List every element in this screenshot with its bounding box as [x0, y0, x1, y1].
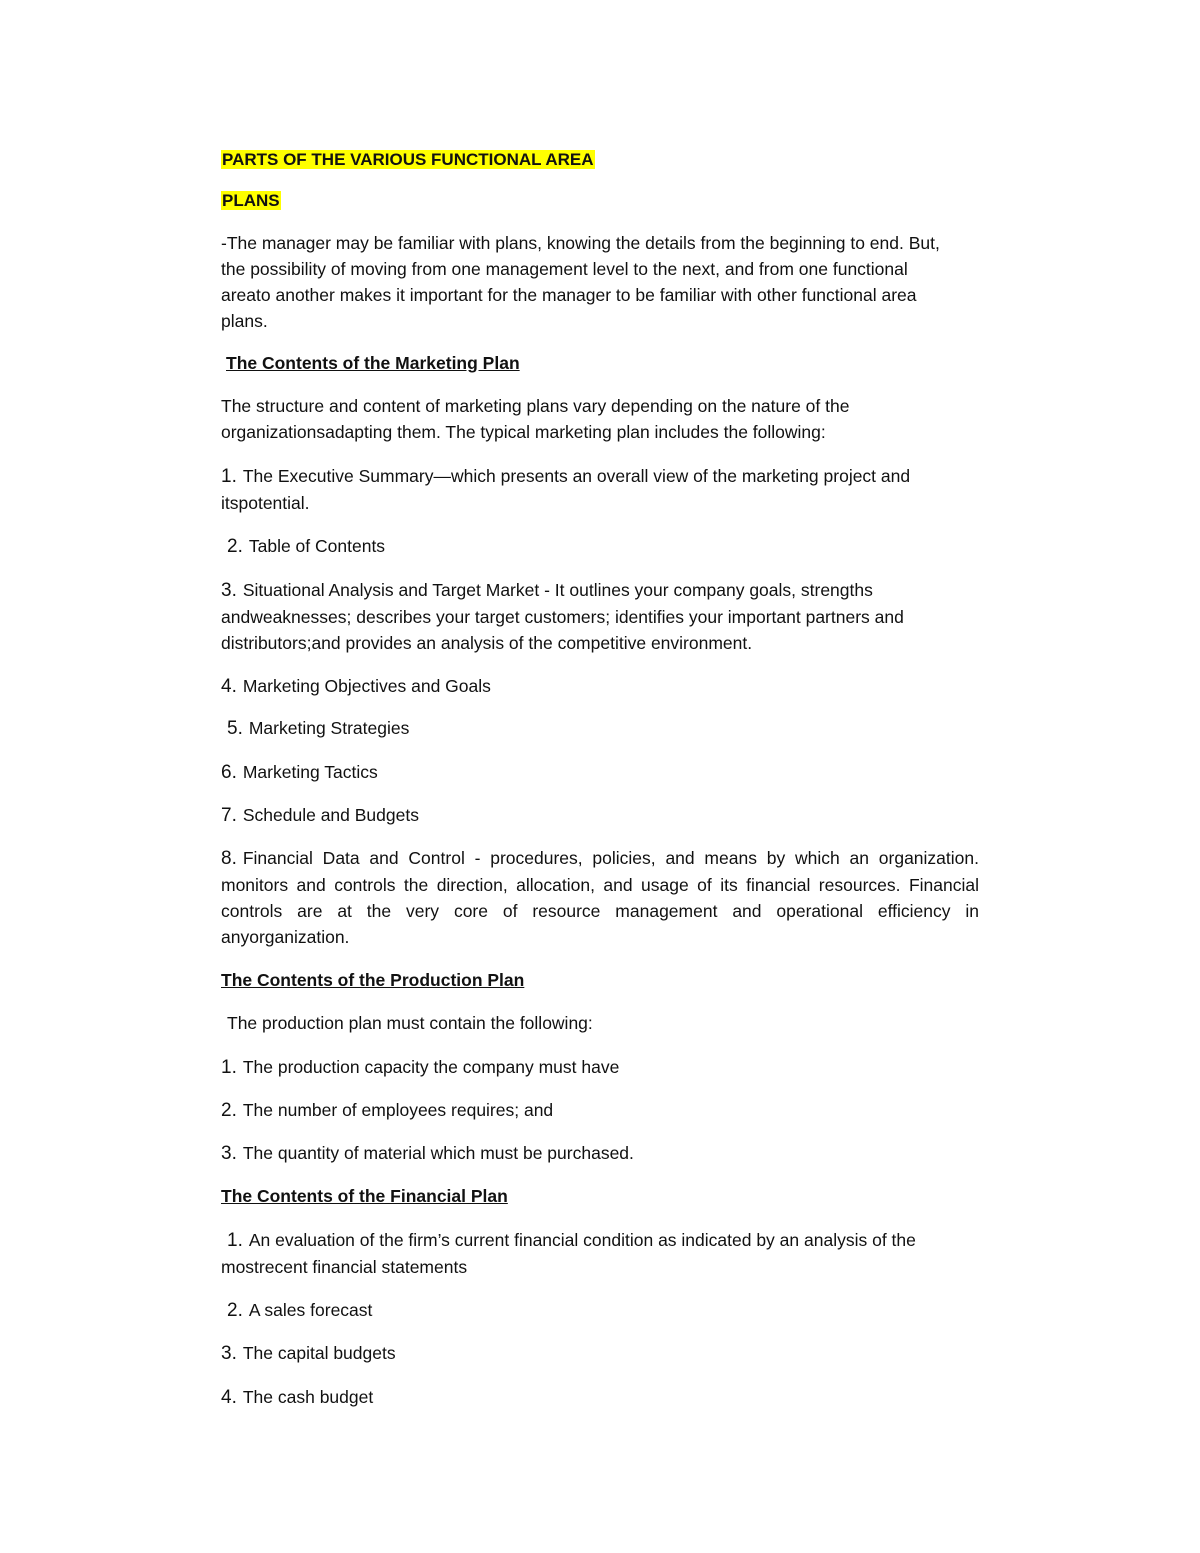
marketing-item: [227, 715, 985, 742]
item-number: 6.: [221, 762, 237, 783]
item-number: 8.: [221, 848, 237, 869]
item-text: Situational Analysis and Target Market - It outlines your company goals, strengths andweaknesses; describes your target customers; identifies your important partners and distributors;and provides an analysis of the competitive environment.: [221, 580, 904, 653]
item-text: The production capacity the company must have: [242, 1057, 620, 1077]
document-title-block: [221, 146, 979, 172]
item-text: Schedule and Budgets: [242, 805, 419, 825]
marketing-item: [221, 802, 979, 829]
marketing-item: [227, 533, 985, 560]
item-number: 1.: [221, 1057, 237, 1078]
document-subtitle: PLANS: [222, 191, 280, 210]
marketing-intro: The structure and content of marketing plans vary depending on the nature of the organizationsadapting them. The typical marketing plan includes the following:: [221, 396, 850, 442]
item-number: 2.: [227, 536, 243, 557]
production-intro: The production plan must contain the following:: [227, 1013, 593, 1033]
item-text: Financial Data and Control - procedures, policies, and means by which an organization. monitors and controls the direction, allocation, and usage of its financial resources. Financial controls are at the very core of resource management and operational efficiency in anyorganization.: [221, 848, 979, 947]
item-text: Table of Contents: [248, 536, 386, 556]
item-text: The Executive Summary—which presents an overall view of the marketing project and itspotential.: [221, 466, 911, 513]
marketing-item: [221, 673, 979, 700]
item-number: 4.: [221, 676, 237, 697]
production-item: [221, 1097, 979, 1124]
production-item: [221, 1054, 979, 1081]
item-text: An evaluation of the firm’s current financial condition as indicated by an analysis of the mostrecent financial statements: [221, 1230, 916, 1277]
item-number: 2.: [221, 1100, 237, 1121]
item-text: The capital budgets: [242, 1343, 396, 1363]
document-title: PARTS OF THE VARIOUS FUNCTIONAL AREA: [222, 150, 594, 169]
production-heading: The Contents of the Production Plan: [221, 970, 525, 990]
item-number: 7.: [221, 805, 237, 826]
item-number: 2.: [227, 1300, 243, 1321]
item-number: 1.: [221, 466, 237, 487]
item-text: A sales forecast: [248, 1300, 373, 1320]
marketing-item: [221, 759, 979, 786]
item-text: Marketing Objectives and Goals: [242, 676, 491, 696]
marketing-item: [221, 577, 979, 656]
financial-item: [221, 1384, 979, 1411]
document-subtitle-block: [221, 187, 979, 213]
marketing-heading: The Contents of the Marketing Plan: [226, 353, 520, 373]
intro-paragraph: -The manager may be familiar with plans, knowing the details from the beginning to end. But, the possibility of moving from one management level to the next, and from one functional areato another makes it important for the manager to be familiar with other functional area plans.: [221, 233, 940, 331]
financial-item: [221, 1227, 961, 1280]
item-number: 1.: [227, 1230, 243, 1251]
item-text: Marketing Strategies: [248, 718, 410, 738]
item-number: 5.: [227, 718, 243, 739]
financial-item: [227, 1297, 985, 1324]
item-number: 3.: [221, 580, 237, 601]
production-item: [221, 1140, 979, 1167]
item-text: The cash budget: [242, 1387, 374, 1407]
financial-item: [221, 1340, 979, 1367]
item-text: The number of employees requires; and: [242, 1100, 554, 1120]
item-number: 4.: [221, 1387, 237, 1408]
marketing-item: [221, 463, 921, 516]
marketing-item: [221, 845, 979, 950]
item-number: 3.: [221, 1143, 237, 1164]
item-text: The quantity of material which must be purchased.: [242, 1143, 634, 1163]
item-text: Marketing Tactics: [242, 762, 378, 782]
financial-heading: The Contents of the Financial Plan: [221, 1186, 508, 1206]
item-number: 3.: [221, 1343, 237, 1364]
